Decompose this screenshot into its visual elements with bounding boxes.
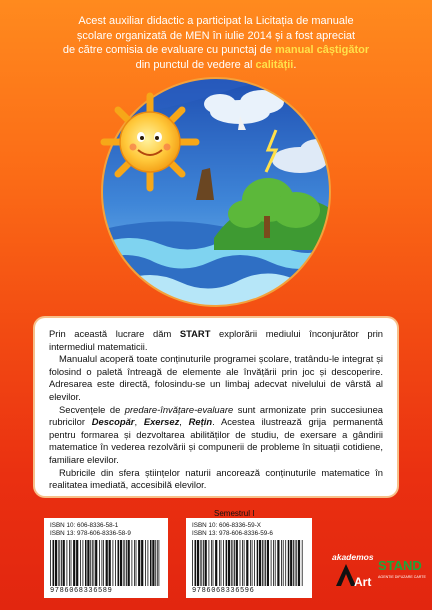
barcode-stripe bbox=[192, 540, 193, 586]
barcode-bars bbox=[50, 540, 162, 586]
barcode-box-2 bbox=[186, 518, 312, 598]
barcode-stripe bbox=[50, 540, 51, 586]
barcode-number: 9786068336596 bbox=[192, 587, 255, 595]
barcode-stripe bbox=[150, 540, 152, 586]
barcode-stripe bbox=[195, 540, 197, 586]
barcode-stripe bbox=[61, 540, 62, 586]
barcode-stripe bbox=[141, 540, 143, 586]
barcode-stripe bbox=[113, 540, 114, 586]
barcode-stripe bbox=[118, 540, 120, 586]
barcode-stripe bbox=[215, 540, 217, 586]
notice-text: din punctul de vedere al bbox=[135, 58, 256, 71]
rubric-exersez: Exersez bbox=[143, 416, 180, 428]
barcode-stripe bbox=[134, 540, 135, 586]
barcode-stripe bbox=[58, 540, 59, 586]
barcode-stripe bbox=[290, 540, 292, 586]
barcode-stripe bbox=[138, 540, 140, 586]
barcode-stripe bbox=[109, 540, 111, 586]
barcode-stripe bbox=[87, 540, 89, 586]
sun-icon bbox=[104, 96, 196, 188]
award-highlight: manual câștigător bbox=[275, 44, 370, 56]
barcode-stripe bbox=[267, 540, 269, 586]
barcode-stripe bbox=[264, 540, 265, 586]
barcode-stripe bbox=[281, 540, 282, 586]
barcode-stripe bbox=[128, 540, 130, 586]
barcode-stripe bbox=[155, 540, 156, 586]
barcode-stripe bbox=[236, 540, 238, 586]
barcode-stripe bbox=[240, 540, 241, 586]
text: sunt armonizate prin succesiunea rubricilor bbox=[49, 403, 383, 428]
stand-subtitle: AGENTIE DIFUZARE CARTE bbox=[378, 575, 426, 579]
barcode-stripe bbox=[148, 540, 149, 586]
barcode-stripe bbox=[246, 540, 248, 586]
notice-line-1: Acest auxiliar didactic a participat la Licitația de manuale bbox=[78, 15, 354, 27]
barcode-stripe bbox=[94, 540, 95, 586]
notice-line-2: școlare organizată de MEN în iulie 2014 și a fost apreciat bbox=[76, 29, 356, 42]
italic-phrase: predare-învățare-evaluare bbox=[124, 403, 234, 415]
art-a-glyph bbox=[336, 564, 356, 586]
separator: , bbox=[179, 416, 189, 428]
isbn13-label: ISBN 13: 978-606-8336-58-9 bbox=[50, 530, 131, 537]
isbn10-label: ISBN 10: 606-8336-59-X bbox=[192, 522, 261, 529]
barcode-stripe bbox=[205, 540, 207, 586]
barcode-stripe bbox=[90, 540, 91, 586]
paragraph-sequences bbox=[49, 404, 383, 467]
barcode-stripe bbox=[226, 540, 228, 586]
barcode-stripe bbox=[197, 540, 199, 586]
barcode-stripe bbox=[252, 540, 253, 586]
barcode-stripe bbox=[219, 540, 220, 586]
barcode-stripe bbox=[259, 540, 261, 586]
barcode-box-1 bbox=[44, 518, 168, 598]
stand-text: STAND bbox=[378, 558, 422, 573]
barcode-stripe bbox=[103, 540, 104, 586]
barcode-stripe bbox=[123, 540, 124, 586]
akademos-text: akademos bbox=[332, 552, 374, 562]
barcode-stripe bbox=[295, 540, 296, 586]
notice-text: de către comisia de evaluare cu punctaj de bbox=[62, 44, 276, 56]
barcode-stripe bbox=[53, 540, 55, 586]
barcode-stripe bbox=[209, 540, 210, 586]
paragraph-intro bbox=[49, 328, 383, 353]
barcode-stripe bbox=[55, 540, 57, 586]
barcode-bars bbox=[192, 540, 306, 586]
barcode-stripe bbox=[73, 540, 75, 586]
barcode-stripe bbox=[115, 540, 116, 586]
barcode-stripe bbox=[67, 540, 68, 586]
barcode-stripe bbox=[273, 540, 274, 586]
barcode-stripe bbox=[92, 540, 93, 586]
barcode-stripe bbox=[265, 540, 266, 586]
barcode-stripe bbox=[288, 540, 290, 586]
barcode-stripe bbox=[76, 540, 78, 586]
barcode-stripe bbox=[257, 540, 259, 586]
isbn10-label: ISBN 10: 606-8336-58-1 bbox=[50, 522, 119, 529]
barcode-stripe bbox=[250, 540, 251, 586]
semester-label: Semestrul I bbox=[214, 509, 255, 518]
barcode-stripe bbox=[132, 540, 133, 586]
barcode-stripe bbox=[200, 540, 201, 586]
art-text: Art bbox=[354, 575, 372, 589]
tree-trunk bbox=[264, 216, 270, 238]
barcode-stripe bbox=[293, 540, 294, 586]
barcode-stripe bbox=[85, 540, 87, 586]
paragraph-coverage: Manualul acoperă toate conținuturile programei școlare, tratându-le integrat și folosind o paletă întreagă de elemente ale învățării prin joc și descoperire. Adresarea este directă, folosindu-se un limbaj adecvat nivelului de vârstă al elevilor. bbox=[49, 353, 383, 402]
barcode-stripe bbox=[126, 540, 127, 586]
notice-text: . bbox=[293, 58, 297, 71]
paragraph-sciences: Rubricile din sfera științelor naturii ancorează conținuturile matematice în realitatea imediată, accesibilă elevilor. bbox=[49, 466, 383, 491]
barcode-stripe bbox=[296, 540, 297, 586]
barcode-stripe bbox=[99, 540, 100, 586]
text: Prin această lucrare dăm bbox=[49, 328, 180, 339]
barcode-stripe bbox=[157, 540, 158, 586]
description-panel bbox=[35, 318, 397, 496]
barcode-stripe bbox=[124, 540, 125, 586]
barcode-stripe bbox=[152, 540, 154, 586]
text: Secvențele de bbox=[59, 403, 125, 415]
barcode-stripe bbox=[159, 540, 160, 586]
barcode-stripe bbox=[271, 540, 272, 586]
isbn13-label: ISBN 13: 978-606-8336-59-6 bbox=[192, 530, 273, 537]
text: explorării mediului înconjurător prin intermediul matematicii. bbox=[49, 328, 383, 352]
barcode-stripe bbox=[233, 540, 234, 586]
barcode-stripe bbox=[95, 540, 97, 586]
stand-logo bbox=[376, 548, 428, 588]
barcode-stripe bbox=[234, 540, 235, 586]
rubric-retin: Rețin bbox=[188, 416, 213, 428]
quality-highlight: calității bbox=[255, 58, 294, 71]
barcode-stripe bbox=[83, 540, 84, 586]
barcode-stripe bbox=[244, 540, 245, 586]
barcode-stripe bbox=[145, 540, 146, 586]
barcode-stripe bbox=[59, 540, 60, 586]
barcode-stripe bbox=[302, 540, 303, 586]
barcode-stripe bbox=[136, 540, 137, 586]
barcode-stripe bbox=[298, 540, 300, 586]
barcode-stripe bbox=[262, 540, 263, 586]
barcode-stripe bbox=[201, 540, 202, 586]
barcode-stripe bbox=[63, 540, 65, 586]
barcode-stripe bbox=[102, 540, 103, 586]
barcode-stripe bbox=[283, 540, 284, 586]
barcode-stripe bbox=[223, 540, 224, 586]
barcode-stripe bbox=[120, 540, 122, 586]
barcode-stripe bbox=[211, 540, 212, 586]
akademos-art-logo bbox=[330, 548, 374, 592]
barcode-stripe bbox=[213, 540, 214, 586]
barcode-stripe bbox=[203, 540, 204, 586]
barcode-stripe bbox=[231, 540, 232, 586]
barcode-stripe bbox=[69, 540, 70, 586]
barcode-stripe bbox=[80, 540, 81, 586]
text: . Acestea ilustrează grija permanentă pentru formarea și dezvoltarea abilităților de studiu, de exersare a gândirii matematice în vederea rezolvării și compunerii de probleme în situații cotidiene, familiare elevilor. bbox=[49, 416, 383, 465]
start-word: START bbox=[179, 328, 211, 339]
barcode-stripe bbox=[275, 540, 276, 586]
barcode-stripe bbox=[285, 540, 286, 586]
barcode-number: 9786068336589 bbox=[50, 587, 113, 595]
barcode-stripe bbox=[242, 540, 243, 586]
barcode-stripe bbox=[254, 540, 255, 586]
rubric-descopar: Descopăr bbox=[91, 416, 135, 428]
barcode-stripe bbox=[277, 540, 279, 586]
barcode-stripe bbox=[106, 540, 108, 586]
barcode-stripe bbox=[221, 540, 222, 586]
barcode-stripe bbox=[71, 540, 72, 586]
barcode-stripe bbox=[228, 540, 230, 586]
separator: , bbox=[134, 416, 144, 428]
